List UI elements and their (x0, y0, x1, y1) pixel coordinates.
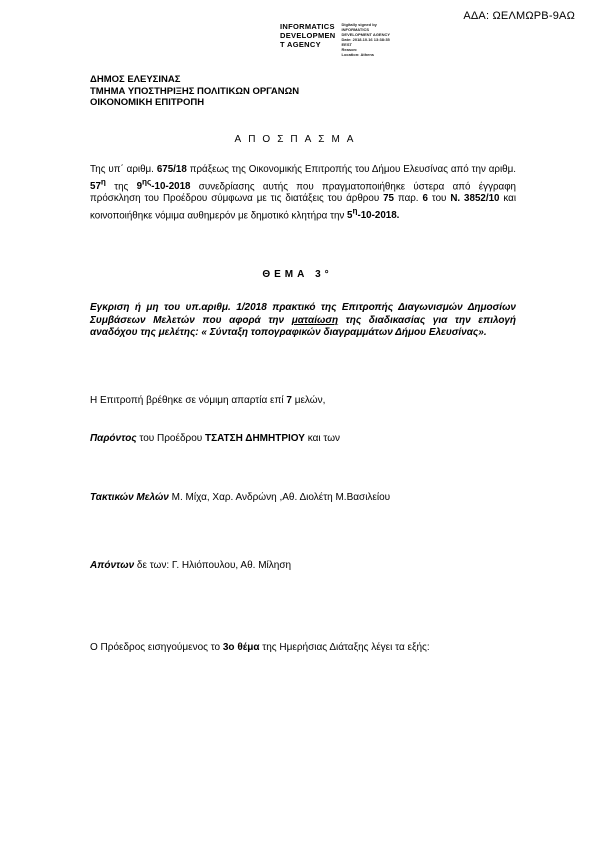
paragraph-number: 6 (422, 193, 428, 205)
stamp-signature-details (342, 22, 391, 57)
absent-label: Απόντων (90, 560, 135, 571)
text: Της υπ΄ αριθμ. (90, 164, 157, 175)
text: Εγκριση ή μη του υπ.αριθμ. 1/2018 πρακτικό της Επιτροπής Διαγωνισμών Δημοσίων Συμβάσεων Μελετών που αφορά την (90, 302, 516, 326)
agenda-item: 3ο θέμα (222, 642, 260, 653)
stamp-detail: Digitally signed by (341, 22, 377, 27)
text: συνεδρίασης αυτής που πραγματοποιήθηκε ύστερα από έγγραφη πρόσκληση του Προέδρου σύμφωνα με τις διατάξεις του άρθρου (90, 180, 517, 205)
text: της (105, 180, 137, 192)
municipality-name: ΔΗΜΟΣ ΕΛΕΥΣΙΝΑΣ (90, 74, 181, 85)
members-line: Τακτικών Μελών Μ. Μίχα, Χαρ. Ανδρώνη ,Αθ. Διολέτη Μ.Βασιλείου (90, 492, 391, 503)
text: παρ. (394, 193, 423, 205)
stamp-detail: Date: 2018.10.16 13:38:35 (341, 37, 390, 42)
session-number: $57^\eta$ (90, 177, 106, 192)
text: της διαδικασίας για την επιλογή αναδόχου της μελέτης: « Σύνταξη τοπογραφικών διαγραμμάτων Δήμου Ελευσίνας». (90, 314, 516, 338)
stamp-line: INFORMATICS (280, 22, 335, 31)
ada-code: ΑΔΑ: ΩΕΛΜΩΡΒ-9ΑΩ (463, 10, 575, 22)
session-date: $9^{\eta\varsigma}-10-2018$ (136, 177, 191, 192)
president-name: ΤΣΑΤΣΗ ΔΗΜΗΤΡΙΟΥ (205, 433, 305, 444)
document-title: ΑΠΟΣΠΑΣΜΑ (234, 134, 361, 145)
stamp-detail: Location: Athens (341, 52, 375, 57)
notification-date: $5^\eta-10-2018$. (347, 206, 400, 222)
stamp-line: T AGENCY (280, 40, 321, 49)
text: του (427, 193, 451, 205)
quorum-line: Η Επιτροπή βρέθηκε σε νόμιμη απαρτία επί 7 μελών, (90, 395, 326, 406)
department-name: ΤΜΗΜΑ ΥΠΟΣΤΗΡΙΞΗΣ ΠΟΛΙΤΙΚΩΝ ΟΡΓΑΝΩΝ (90, 85, 300, 97)
present-label: Παρόντος (90, 433, 137, 444)
stamp-detail: EEST (341, 42, 352, 47)
article-number: 75 (383, 193, 395, 205)
document-header (90, 74, 299, 109)
member-count: 7 (286, 395, 292, 406)
intro-line: Ο Πρόεδρος εισηγούμενος το 3ο θέμα της Ημερήσιας Διάταξης λέγει τα εξής: (90, 642, 430, 653)
theme-heading: ΘΕΜΑ 3° (262, 269, 333, 280)
text: και κοινοποιήθηκε νόμιμα αυθημερόν με δημοτικό κλητήρα την (90, 193, 517, 222)
present-line: Παρόντος του Προέδρου ΤΣΑΤΣΗ ΔΗΜΗΤΡΙΟΥ και των (90, 433, 341, 444)
underlined-word: ματαίωση (291, 314, 339, 326)
stamp-agency-name (280, 22, 336, 57)
decision-paragraph (90, 164, 516, 223)
members-label: Τακτικών Μελών (90, 492, 169, 503)
stamp-line: DEVELOPMEN (280, 31, 336, 40)
stamp-detail: Reason: (341, 47, 358, 52)
law-number: Ν. 3852/10 (450, 193, 500, 205)
subject-paragraph (90, 302, 516, 340)
stamp-detail: INFORMATICS (341, 27, 369, 32)
committee-name: ΟΙΚΟΝΟΜΙΚΗ ΕΠΙΤΡΟΠΗ (90, 97, 205, 108)
absent-line: Απόντων δε των: Γ. Ηλιόπουλου, Αθ. Μίληση (90, 560, 292, 571)
digital-signature-stamp (280, 22, 390, 57)
text: πράξεως της Οικονομικής Επιτροπής του Δήμου Ελευσίνας από την αριθμ. (186, 164, 516, 175)
stamp-detail: DEVELOPMENT AGENCY (341, 32, 391, 37)
decision-number: 675/18 (156, 164, 187, 175)
